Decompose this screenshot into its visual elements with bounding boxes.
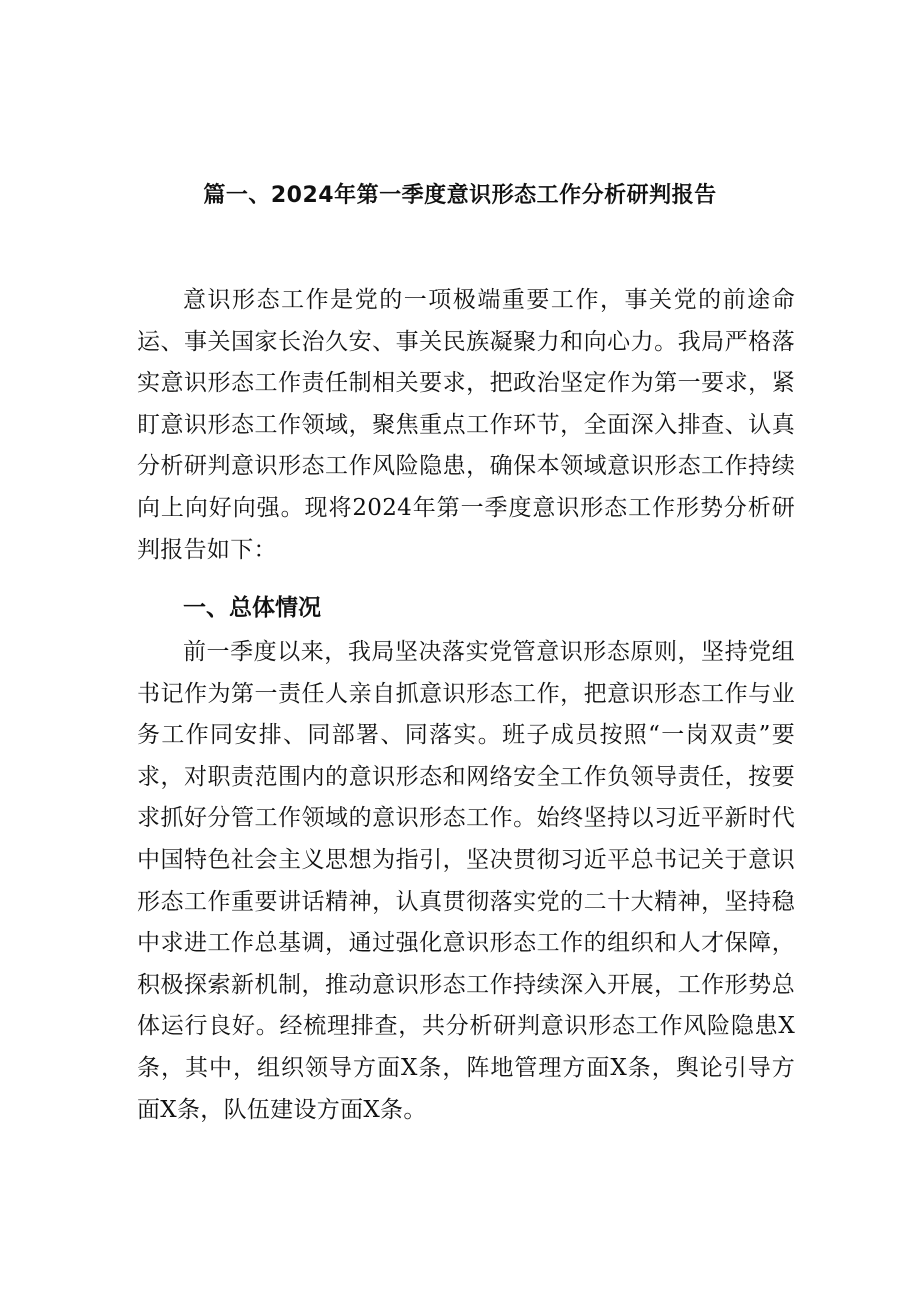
- intro-section: [137, 280, 795, 571]
- overall-paragraph: 前一季度以来，我局坚决落实党管意识形态原则，坚持党组书记作为第一责任人亲自抓意识形态工作，把意识形态工作与业务工作同安排、同部署、同落实。班子成员按照“一岗双责”要求，对职责范围内的意识形态和网络安全工作负领导责任，按要求抓好分管工作领域的意识形态工作。始终坚持以习近平新时代中国特色社会主义思想为指引，坚决贯彻习近平总书记关于意识形态工作重要讲话精神，认真贯彻落实党的二十大精神，坚持稳中求进工作总基调，通过强化意识形态工作的组织和人才保障，积极探索新机制，推动意识形态工作持续深入开展，工作形势总体运行良好。经梳理排查，共分析研判意识形态工作风险隐患X条，其中，组织领导方面X条，阵地管理方面X条，舆论引导方面X条，队伍建设方面X条。: [137, 639, 795, 1123]
- intro-paragraph: 意识形态工作是党的一项极端重要工作，事关党的前途命运、事关国家长治久安、事关民族凝聚力和向心力。我局严格落实意识形态工作责任制相关要求，把政治坚定作为第一要求，紧盯意识形态工作领域，聚焦重点工作环节，全面深入排查、认真分析研判意识形态工作风险隐患，确保本领域意识形态工作持续向上向好向强。现将2024年第一季度意识形态工作形势分析研判报告如下：: [137, 287, 795, 563]
- section-heading-overall: 一、总体情况: [183, 595, 321, 621]
- document-title: 篇一、2024年第一季度意识形态工作分析研判报告: [203, 183, 717, 208]
- overall-section: [137, 632, 795, 1131]
